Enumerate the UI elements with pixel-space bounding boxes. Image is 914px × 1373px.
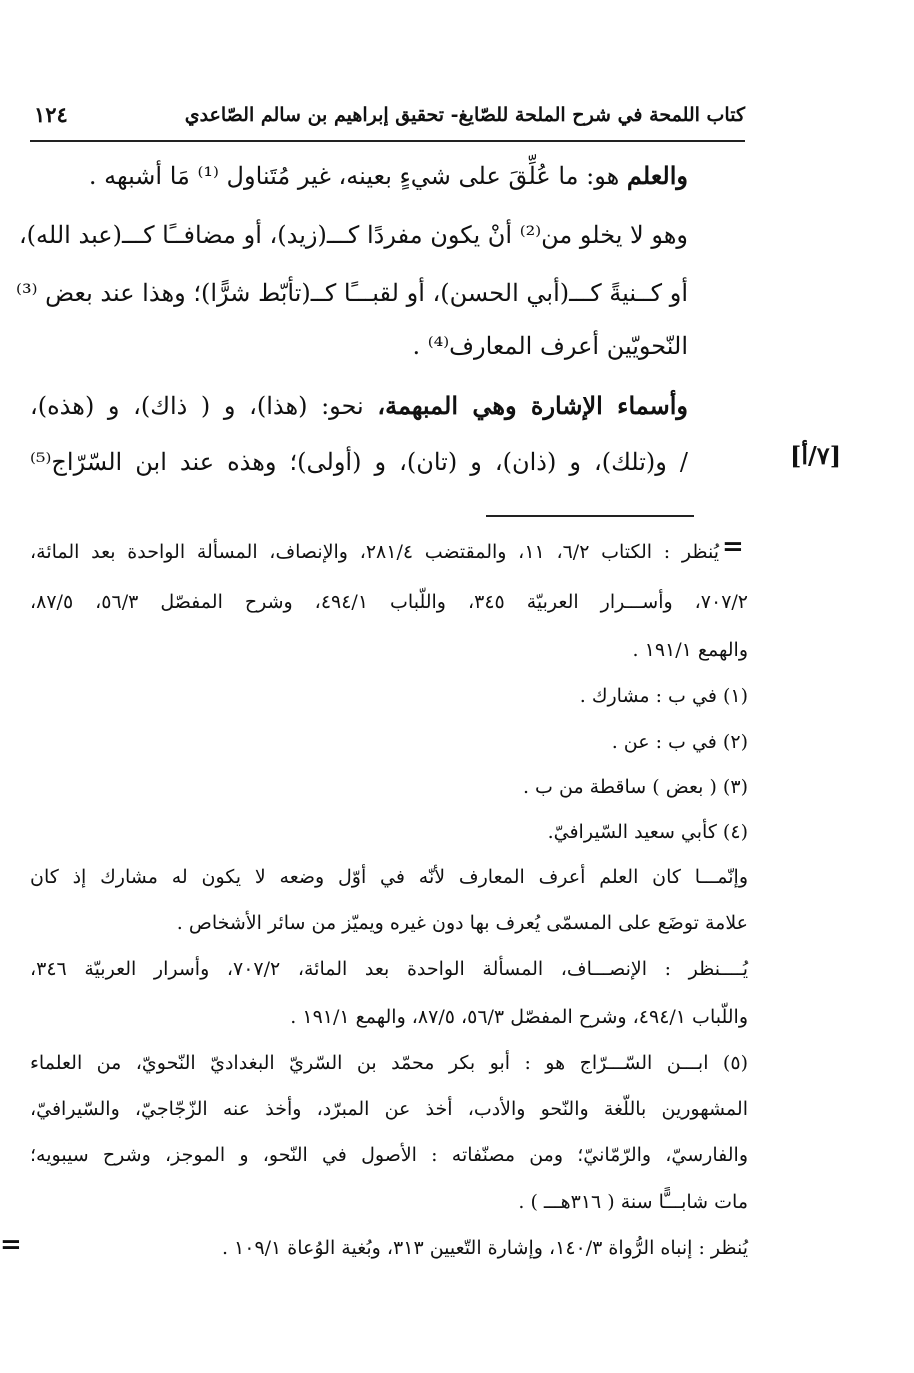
footnote-2: (٢) في ب : عن . (611, 731, 748, 753)
footnote-cont-line-3: والهمع ١٩١/١ . (632, 639, 748, 661)
end-continuation-mark: = (0, 1230, 22, 1260)
main-line-2: وهو لا يخلو من⁽²⁾ أنْ يكون مفردًا كـــ(زيد)، أو مضافــًا كـــ(عبد الله)، (18, 221, 688, 249)
footnote-cont-line-1: يُنظر : الكتاب ٦/٢، ١١، والمقتضب ٢٨١/٤، والإنصاف، المسألة الواحدة بعد المائة، (30, 541, 719, 563)
page-header (30, 100, 745, 142)
footnote-5-line-4: مات شابـــًّا سنة ( ٣١٦هـــ ) . (518, 1191, 748, 1213)
footnote-5-line-5: يُنظر : إنباه الرُّواة ١٤٠/٣، وإشارة التّعيين ٣١٣، وبُغية الوُعاة ١٠٩/١ . (221, 1237, 748, 1259)
main-line-6: / و(تلك)، و (ذان)، و (تان)، و (أولى)؛ وهذه عند ابن السّرّاج⁽⁵⁾ (30, 448, 688, 476)
footnote-5-line-3: والفارسيّ، والرّمّانيّ؛ ومن مصنّفاته : الأصول في النّحو، و الموجز، وشرح سيبويه؛ (30, 1144, 748, 1166)
footnote-4-line-3: علامة توضَع على المسمّى يُعرف بها دون غيره ويميّز من سائر الأشخاص . (176, 912, 748, 934)
footnote-3: (٣) ( بعض ) ساقطة من ب . (522, 776, 748, 798)
main-line-3: أو كــنيةً كـــ(أبي الحسن)، أو لقبـــًا كــ(تأبّط شرًّا)؛ وهذا عند بعض ⁽³⁾ (16, 279, 688, 307)
footnote-5-line-1: (٥) ابـــن السّـــرّاج هو : أبو بكر محمّد بن السّريّ البغداديّ النّحويّ، من العلماء (30, 1052, 748, 1074)
footnote-5-line-2: المشهورين باللّغة والنّحو والأدب، أخذ عن المبرّد، وأخذ عنه الزّجّاجيّ، والسّيرافيّ، (30, 1098, 748, 1120)
line-5-text: نحو: (هذا)، و ( ذاك)، و (هذه)، (30, 392, 378, 420)
main-line-5 (30, 378, 688, 434)
footnote-cont-line-2: ٧٠٧/٢، وأســـرار العربيّة ٣٤٥، واللّباب ٤٩٤/١، وشرح المفصّل ٥٦/٣، ٨٧/٥، (30, 591, 749, 613)
footnote-separator (486, 515, 694, 517)
main-line-4: النّحويّين أعرف المعارف⁽⁴⁾ . (412, 332, 688, 360)
term-alam: والعلم (626, 161, 688, 190)
book-title: كتاب اللمحة في شرح الملحة للصّايغ- تحقيق إبراهيم بن سالم الصّاعدي (184, 104, 745, 126)
footnote-4-line-4: يُــــنظر : الإنصـــاف، المسألة الواحدة بعد المائة، ٧٠٧/٢، وأسرار العربيّة ٣٤٦، (30, 958, 748, 980)
line-1-text: هو: ما عُلِّقَ على شيءٍ بعينه، غير مُتَناول ⁽¹⁾ مَا أشبهه . (88, 162, 627, 190)
main-line-1 (30, 148, 688, 204)
footnote-4: (٤) كأبي سعيد السّيرافيّ. (547, 821, 748, 843)
footnote-1: (١) في ب : مشارك . (579, 685, 748, 707)
margin-folio-reference: [٧/أ] (790, 441, 842, 470)
footnote-4-line-5: واللّباب ٤٩٤/١، وشرح المفصّل ٥٦/٣، ٨٧/٥، والهمع ١٩١/١ . (290, 1006, 748, 1028)
continuation-mark: = (722, 532, 744, 562)
page-number: ١٢٤ (34, 102, 68, 127)
footnote-4-line-2: وإنّمـــا كان العلم أعرف المعارف لأنّه في أوّل وضعه لا يكون له مشارك إذ كان (30, 866, 748, 888)
term-ism-ishara: وأسماء الإشارة وهي المبهمة، (377, 391, 689, 420)
